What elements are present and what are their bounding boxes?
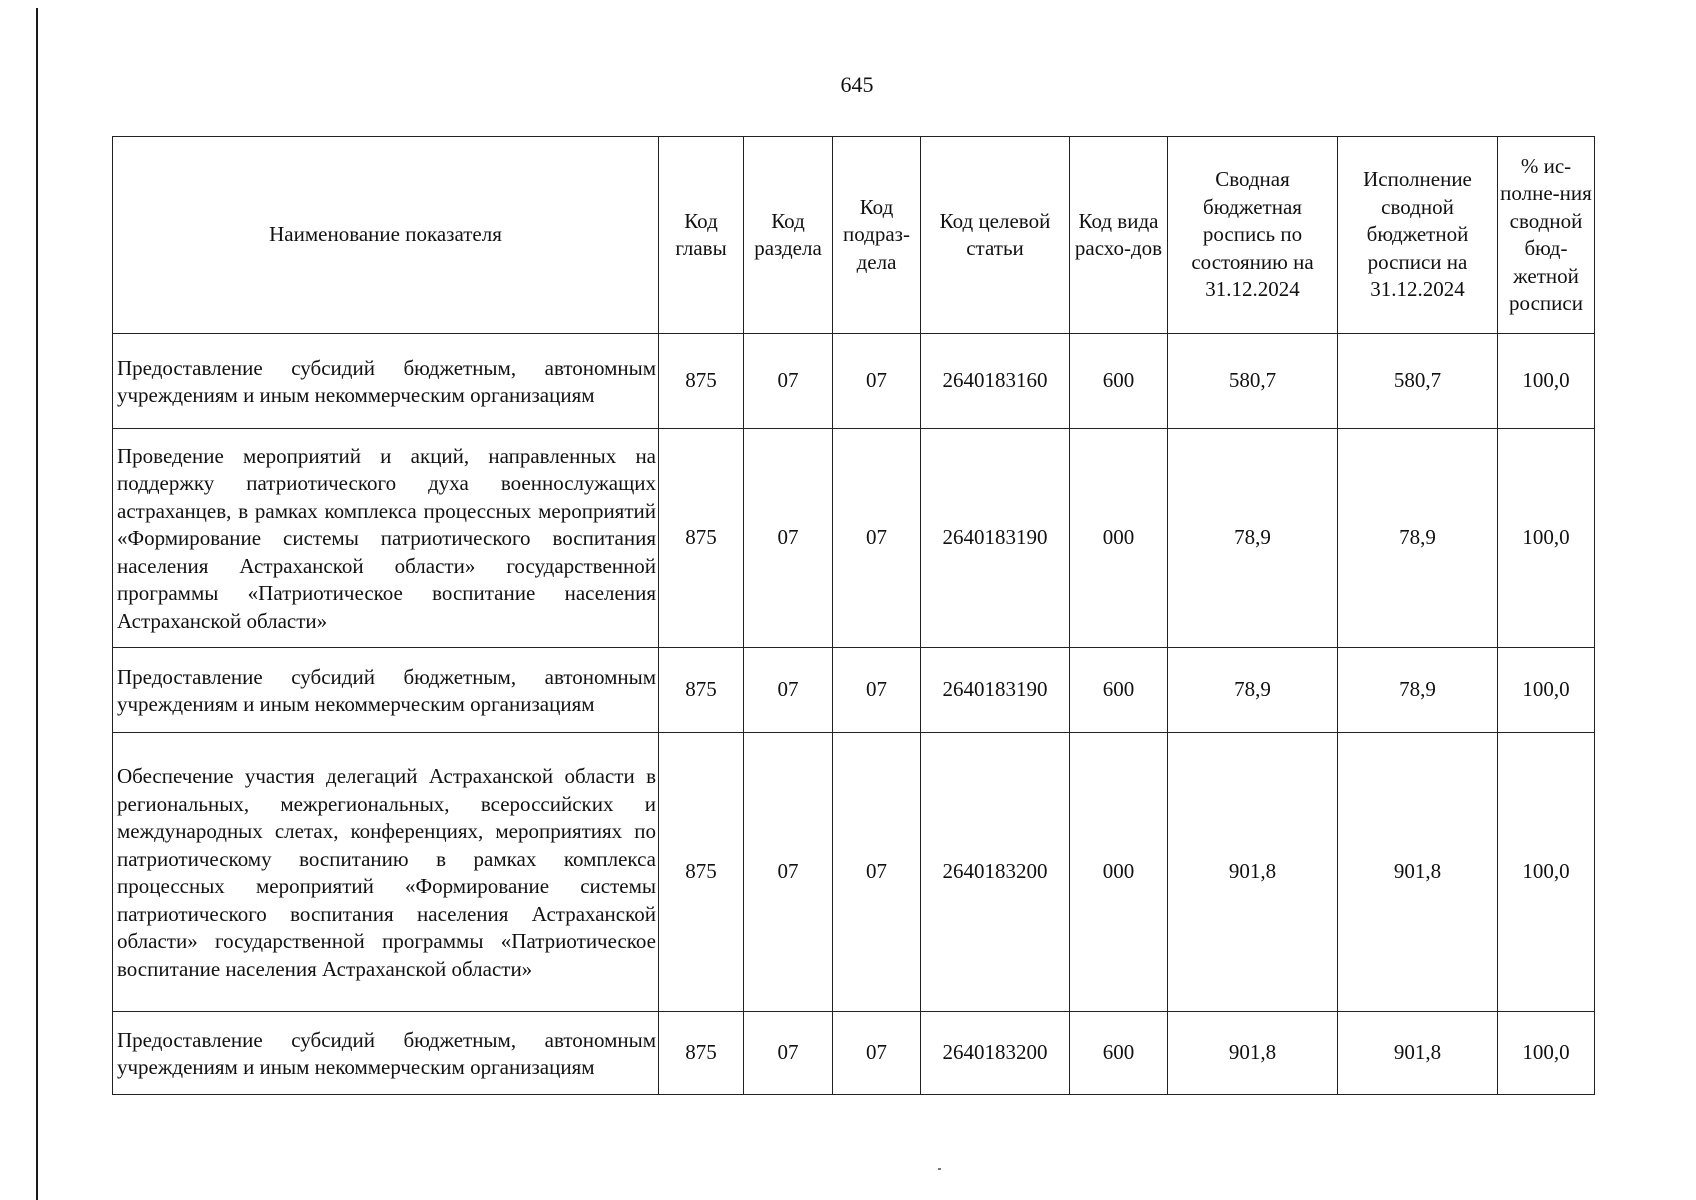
row-subsection-code: 07 bbox=[833, 334, 921, 429]
row-budget-plan: 580,7 bbox=[1168, 334, 1338, 429]
row-execution-percent: 100,0 bbox=[1498, 334, 1595, 429]
row-expense-type-code: 000 bbox=[1070, 733, 1168, 1012]
row-execution-percent: 100,0 bbox=[1498, 429, 1595, 648]
row-section-code: 07 bbox=[744, 334, 833, 429]
row-budget-execution: 901,8 bbox=[1338, 733, 1498, 1012]
row-chapter-code: 875 bbox=[659, 429, 744, 648]
row-execution-percent: 100,0 bbox=[1498, 1012, 1595, 1095]
row-expense-type-code: 600 bbox=[1070, 648, 1168, 733]
row-chapter-code: 875 bbox=[659, 334, 744, 429]
row-budget-plan: 78,9 bbox=[1168, 429, 1338, 648]
row-execution-percent: 100,0 bbox=[1498, 648, 1595, 733]
table-row bbox=[113, 334, 1595, 429]
row-budget-execution: 901,8 bbox=[1338, 1012, 1498, 1095]
row-chapter-code: 875 bbox=[659, 1012, 744, 1095]
table-header-row bbox=[113, 137, 1595, 334]
row-chapter-code: 875 bbox=[659, 733, 744, 1012]
header-budget-plan: Сводная бюджетная роспись по состоянию на 31.12.2024 bbox=[1168, 137, 1338, 334]
row-section-code: 07 bbox=[744, 1012, 833, 1095]
header-execution-percent: % ис-полне-ния сводной бюд-жетной росписи bbox=[1498, 137, 1595, 334]
row-section-code: 07 bbox=[744, 429, 833, 648]
row-budget-plan: 78,9 bbox=[1168, 648, 1338, 733]
page-number bbox=[0, 72, 1696, 98]
row-expense-type-code: 600 bbox=[1070, 1012, 1168, 1095]
header-subsection-code: Код подраз-дела bbox=[833, 137, 921, 334]
table-row bbox=[113, 1012, 1595, 1095]
row-chapter-code: 875 bbox=[659, 648, 744, 733]
row-execution-percent: 100,0 bbox=[1498, 733, 1595, 1012]
table-row bbox=[113, 429, 1595, 648]
row-budget-execution: 580,7 bbox=[1338, 334, 1498, 429]
row-budget-plan: 901,8 bbox=[1168, 733, 1338, 1012]
table-row bbox=[113, 648, 1595, 733]
budget-execution-table bbox=[112, 136, 1595, 1095]
row-budget-execution: 78,9 bbox=[1338, 648, 1498, 733]
row-name: Предоставление субсидий бюджетным, автономным учреждениям и иным некоммерческим организациям bbox=[113, 1012, 659, 1095]
row-target-code: 2640183160 bbox=[921, 334, 1070, 429]
row-target-code: 2640183200 bbox=[921, 733, 1070, 1012]
row-subsection-code: 07 bbox=[833, 429, 921, 648]
row-name: Обеспечение участия делегаций Астраханской области в региональных, межрегиональных, всероссийских и международных слетах, конференциях, мероприятиях по патриотическому воспитанию в рамках комплекса процессных мероприятий «Формирование системы патриотического воспитания населения Астраханской области» государственной программы «Патриотическое воспитание населения Астраханской области» bbox=[113, 733, 659, 1012]
header-section-code: Код раздела bbox=[744, 137, 833, 334]
header-chapter-code: Код главы bbox=[659, 137, 744, 334]
row-subsection-code: 07 bbox=[833, 733, 921, 1012]
row-name: Предоставление субсидий бюджетным, автономным учреждениям и иным некоммерческим организациям bbox=[113, 334, 659, 429]
table-row bbox=[113, 733, 1595, 1012]
row-expense-type-code: 000 bbox=[1070, 429, 1168, 648]
header-target-code: Код целевой статьи bbox=[921, 137, 1070, 334]
scan-speck bbox=[938, 1168, 941, 1170]
row-section-code: 07 bbox=[744, 648, 833, 733]
row-section-code: 07 bbox=[744, 733, 833, 1012]
row-name: Предоставление субсидий бюджетным, автономным учреждениям и иным некоммерческим организациям bbox=[113, 648, 659, 733]
page-binding-line bbox=[36, 8, 38, 1200]
row-budget-execution: 78,9 bbox=[1338, 429, 1498, 648]
row-subsection-code: 07 bbox=[833, 648, 921, 733]
row-budget-plan: 901,8 bbox=[1168, 1012, 1338, 1095]
row-expense-type-code: 600 bbox=[1070, 334, 1168, 429]
row-target-code: 2640183190 bbox=[921, 429, 1070, 648]
header-budget-execution: Исполнение сводной бюджетной росписи на 31.12.2024 bbox=[1338, 137, 1498, 334]
row-name: Проведение мероприятий и акций, направленных на поддержку патриотического духа военнослужащих астраханцев, в рамках комплекса процессных мероприятий «Формирование системы патриотического воспитания населения Астраханской области» государственной программы «Патриотическое воспитание населения Астраханской области» bbox=[113, 429, 659, 648]
page-number-text: 645 bbox=[840, 72, 874, 97]
row-target-code: 2640183190 bbox=[921, 648, 1070, 733]
header-name: Наименование показателя bbox=[113, 137, 659, 334]
row-subsection-code: 07 bbox=[833, 1012, 921, 1095]
row-target-code: 2640183200 bbox=[921, 1012, 1070, 1095]
header-expense-type-code: Код вида расхо-дов bbox=[1070, 137, 1168, 334]
